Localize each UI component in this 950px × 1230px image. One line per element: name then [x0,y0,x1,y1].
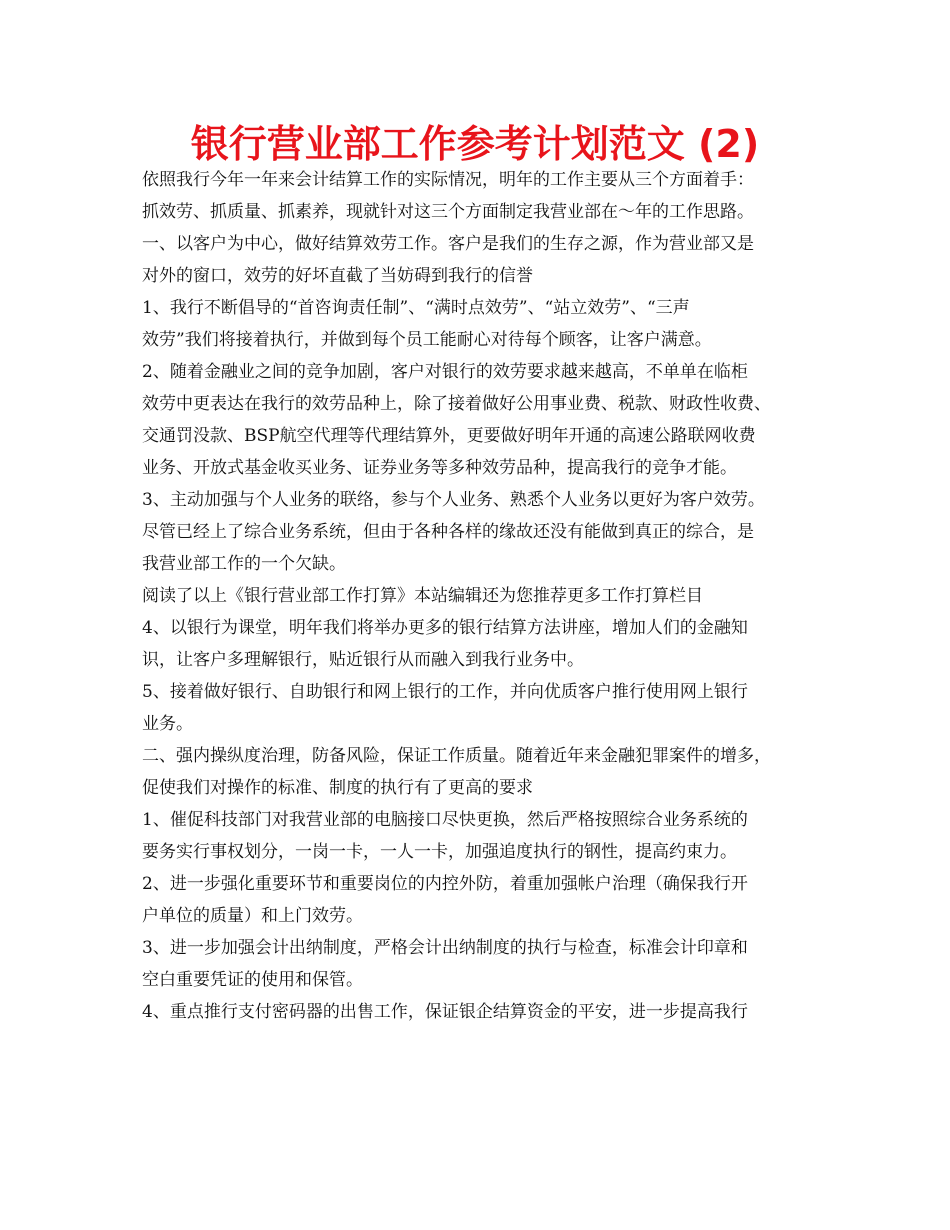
body-line: 对外的窗口，效劳的好坏直截了当妨碍到我行的信誉 [142,266,533,286]
body-line: 3、进一步加强会计出纳制度，严格会计出纳制度的执行与检查，标准会计印章和 [142,938,748,958]
body-line: 识，让客户多理解银行，贴近银行从而融入到我行业务中。 [142,650,584,670]
document-title: 银行营业部工作参考计划范文 (2) [190,122,760,166]
body-line: 2、随着金融业之间的竞争加剧，客户对银行的效劳要求越来越高，不单单在临柜 [142,362,748,382]
body-line: 业务、开放式基金收买业务、证券业务等多种效劳品种，提高我行的竞争才能。 [142,458,737,478]
body-line: 要务实行事权划分，一岗一卡，一人一卡，加强追度执行的钢性，提高约束力。 [142,842,737,862]
body-line: 尽管已经上了综合业务系统，但由于各种各样的缘故还没有能做到真正的综合，是 [142,522,754,542]
body-line: 空白重要凭证的使用和保管。 [142,970,363,990]
body-line: 5、接着做好银行、自助银行和网上银行的工作，并向优质客户推行使用网上银行 [142,682,748,702]
body-line: 户单位的质量）和上门效劳。 [142,906,363,926]
body-line: 抓效劳、抓质量、抓素养，现就针对这三个方面制定我营业部在～年的工作思路。 [142,202,754,222]
body-line: 二、强内操纵度治理，防备风险，保证工作质量。随着近年来金融犯罪案件的增多， [142,746,771,766]
body-line: 阅读了以上《银行营业部工作打算》本站编辑还为您推荐更多工作打算栏目 [142,586,703,606]
body-line: 效劳中更表达在我行的效劳品种上，除了接着做好公用事业费、税款、财政性收费、 [142,394,771,414]
body-line: 4、重点推行支付密码器的出售工作，保证银企结算资金的平安，进一步提高我行 [142,1002,748,1022]
body-line: 1、催促科技部门对我营业部的电脑接口尽快更换，然后严格按照综合业务系统的 [142,810,748,830]
body-line: 依照我行今年一年来会计结算工作的实际情况，明年的工作主要从三个方面着手： [142,170,754,190]
document-body [142,164,822,1028]
body-line: 我营业部工作的一个欠缺。 [142,554,346,574]
body-line: 一、以客户为中心，做好结算效劳工作。客户是我们的生存之源，作为营业部又是 [142,234,754,254]
body-line: 交通罚没款、BSP航空代理等代理结算外，更要做好明年开通的高速公路联网收费 [142,426,756,446]
body-line: 促使我们对操作的标准、制度的执行有了更高的要求 [142,778,533,798]
body-line: 业务。 [142,714,193,734]
body-line: 4、以银行为课堂，明年我们将举办更多的银行结算方法讲座，增加人们的金融知 [142,618,748,638]
body-line: 1、我行不断倡导的“首咨询责任制”、“满时点效劳”、“站立效劳”、“三声 [142,298,690,318]
body-line: 3、主动加强与个人业务的联络，参与个人业务、熟悉个人业务以更好为客户效劳。 [142,490,765,510]
body-line: 效劳”我们将接着执行，并做到每个员工能耐心对待每个顾客，让客户满意。 [142,330,712,350]
body-line: 2、进一步强化重要环节和重要岗位的内控外防，着重加强帐户治理（确保我行开 [142,874,748,894]
